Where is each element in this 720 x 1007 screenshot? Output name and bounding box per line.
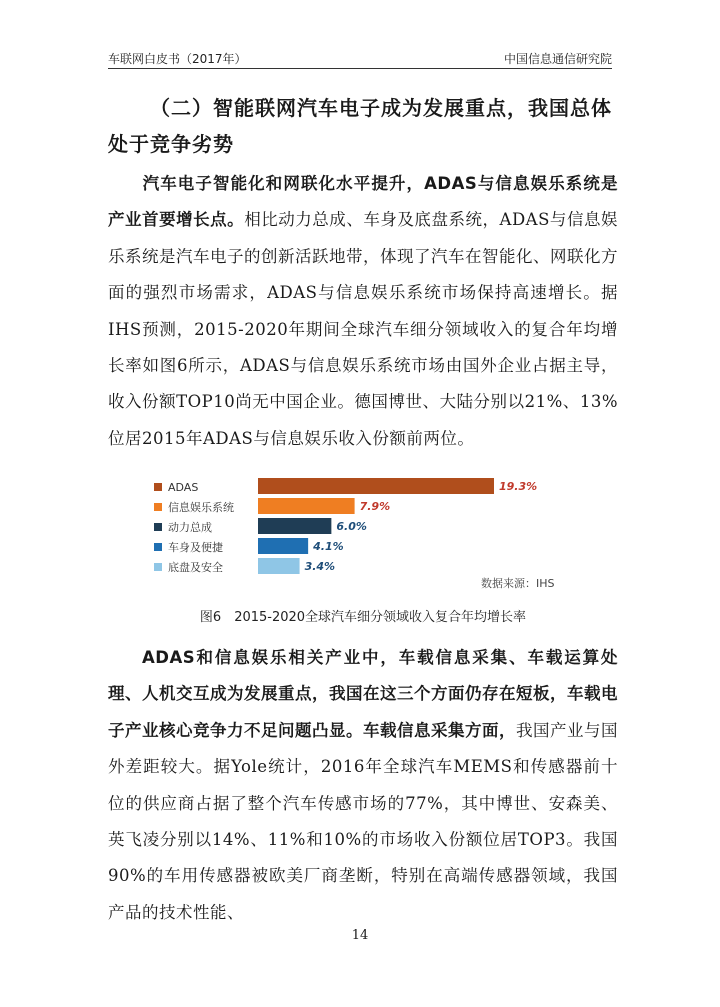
paragraph-1-body: 相比动力总成、车身及底盘系统，ADAS与信息娱乐系统是汽车电子的创新活跃地带，体现了汽车在智能化、网联化方面的强烈市场需求，ADAS与信息娱乐系统市场保持高速增长。据IHS预测，2015-2020年期间全球汽车细分领域收入的复合年均增长率如图6所示，ADAS与信息娱乐系统市场由国外企业占据主导，收入份额TOP10尚无中国企业。德国博世、大陆分别以21%、13%位居2015年ADAS与信息娱乐收入份额前两位。 (108, 210, 618, 448)
legend-item-5 (154, 557, 254, 577)
bar-value-label-1: 19.3% (499, 480, 538, 493)
legend-label-1: ADAS (168, 480, 199, 494)
legend-swatch-4 (154, 543, 162, 551)
chart-source: 数据来源：IHS (481, 577, 555, 590)
legend-swatch-5 (154, 563, 162, 571)
header-doc-title: 车联网白皮书（2017年） (108, 52, 247, 66)
page-number: 14 (351, 928, 369, 943)
paragraph-2-body: 我国产业与国外差距较大。据Yole统计，2016年全球汽车MEMS和传感器前十位的供应商占据了整个汽车传感市场的77%，其中博世、安森美、英飞凌分别以14%、11%和10%的市场收入份额位居TOP3。我国90%的车用传感器被欧美厂商垄断，特别在高端传感器领域，我国产品的技术性能、 (108, 720, 618, 922)
page-header (108, 50, 612, 68)
paragraph-1 (108, 166, 618, 457)
section-heading (108, 90, 618, 162)
growth-chart (148, 470, 578, 598)
chart-legend (154, 477, 254, 577)
bar-value-label-5: 3.4% (304, 560, 336, 573)
header-organization: 中国信息通信研究院 (503, 52, 612, 66)
legend-label-2: 信息娱乐系统 (168, 501, 234, 514)
bar-5 (258, 558, 300, 574)
section-heading-text: （二）智能联网汽车电子成为发展重点，我国总体处于竞争劣势 (108, 96, 612, 156)
bar-value-label-4: 4.1% (313, 540, 344, 553)
paragraph-1-lead: 汽车电子智能化和网联化水平提升，ADAS与信息娱乐系统是产业首要增长点。 (108, 174, 618, 230)
legend-item-2 (154, 497, 254, 517)
legend-label-3: 动力总成 (168, 521, 212, 534)
figure-caption: 图6 2015-2020全球汽车细分领域收入复合年均增长率 (199, 610, 527, 625)
header-divider (108, 68, 612, 69)
legend-swatch-2 (154, 503, 162, 511)
legend-item-4 (154, 537, 254, 557)
bar-3 (258, 518, 331, 534)
paragraph-2-lead: ADAS和信息娱乐相关产业中，车载信息采集、车载运算处理、人机交互成为发展重点，我国在这三个方面仍存在短板，车载电子产业核心竞争力不足问题凸显。车载信息采集方面， (108, 648, 618, 740)
legend-item-1 (154, 477, 254, 497)
bar-value-label-3: 6.0% (336, 520, 367, 533)
paragraph-2 (108, 640, 618, 931)
bar-value-label-2: 7.9% (359, 500, 391, 513)
legend-swatch-1 (154, 483, 162, 491)
bar-1 (258, 478, 494, 494)
legend-label-5: 底盘及安全 (168, 561, 223, 574)
legend-swatch-3 (154, 523, 162, 531)
bar-4 (258, 538, 308, 554)
legend-label-4: 车身及便捷 (168, 541, 223, 554)
bar-2 (258, 498, 355, 514)
legend-item-3 (154, 517, 254, 537)
